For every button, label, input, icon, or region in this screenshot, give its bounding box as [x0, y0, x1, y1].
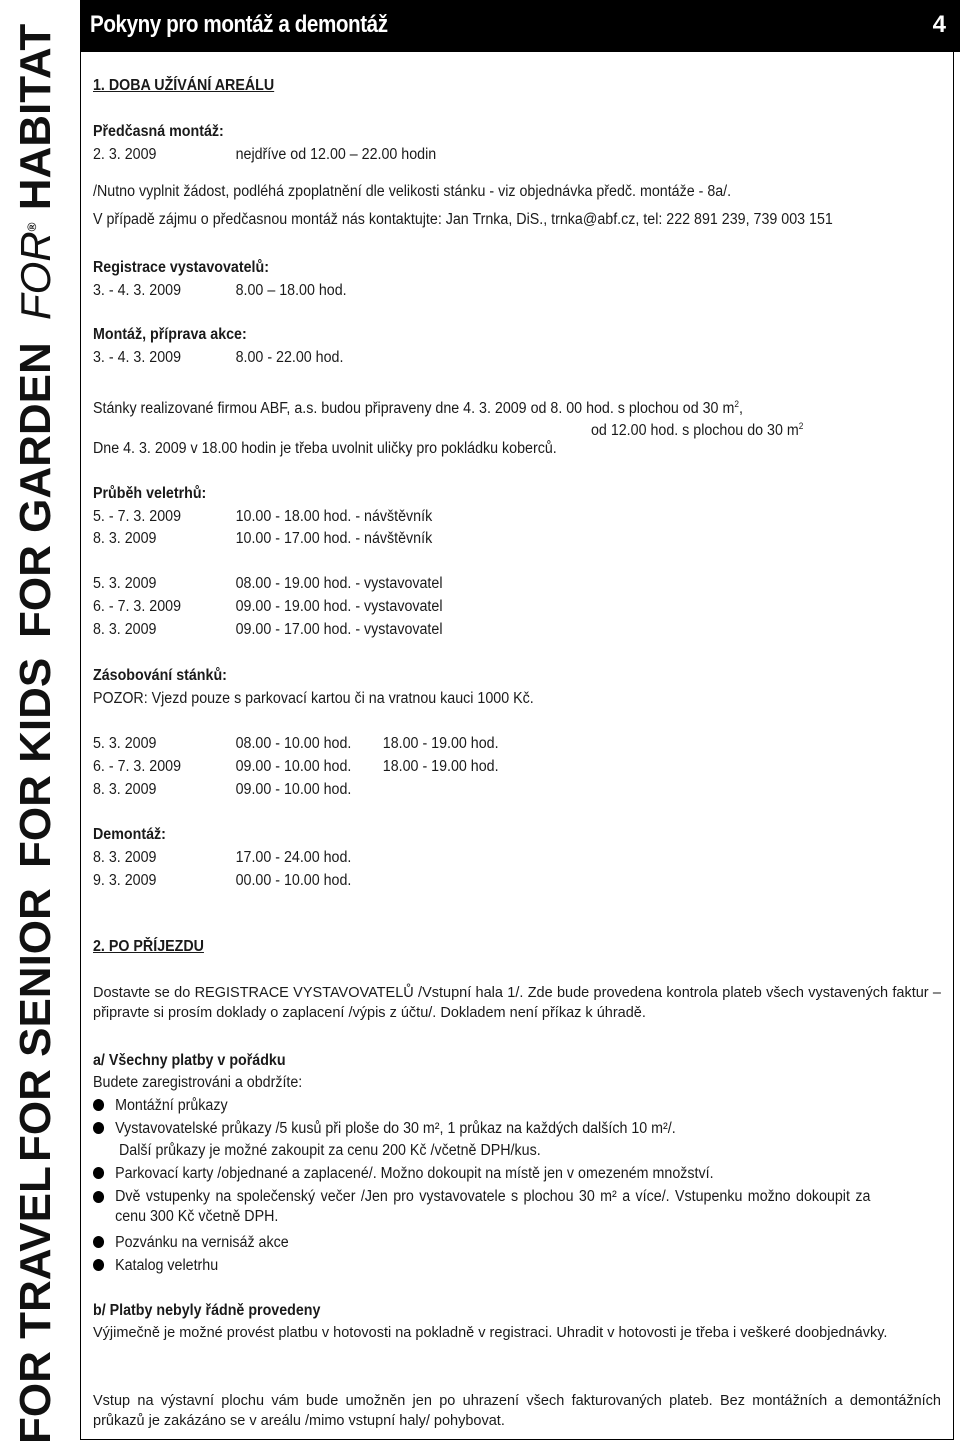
supply-time-2: 18.00 - 19.00 hod.	[382, 735, 499, 752]
brand-for-garden: FOR GARDEN	[11, 342, 60, 638]
fair-time: 08.00 - 19.00 hod. - vystavovatel	[235, 575, 443, 592]
list-item	[93, 1096, 228, 1116]
disassembly-date: 8. 3. 2009	[93, 849, 157, 866]
brand-habitat: HABITAT	[11, 23, 60, 211]
disassembly-time: 00.00 - 10.00 hod.	[235, 872, 352, 889]
bullet-icon	[93, 1099, 104, 1111]
supply-date: 6. - 7. 3. 2009	[93, 758, 182, 775]
supply-date: 5. 3. 2009	[93, 735, 157, 752]
list-item	[93, 1119, 676, 1139]
list-item-text: Vystavovatelské průkazy /5 kusů při ploše do 30 m², 1 průkaz na každých dalších 10 m²/.	[115, 1120, 676, 1137]
stands-line-3: Dne 4. 3. 2009 v 18.00 hodin je třeba uvolnit uličky pro pokládku koberců.	[93, 440, 557, 457]
for-logo: FOR	[12, 231, 59, 320]
stands-comma: ,	[738, 400, 743, 418]
assembly-row	[93, 348, 571, 368]
supply-date: 8. 3. 2009	[93, 781, 157, 798]
final-note: Vstup na výstavní plochu vám bude umožněn jen po uhrazení všech fakturovaných plateb. Bez montážních a demontážních průkazů je zakázáno se v areálu /mimo vstupní haly/ pohybovat.	[93, 1393, 941, 1429]
page-header	[80, 0, 960, 52]
list-item-text: Parkovací karty /objednané a zaplacené/. Možno dokoupit na místě jen v omezeném množství.	[115, 1165, 714, 1182]
disassembly-date: 9. 3. 2009	[93, 872, 157, 889]
list-item-text: Montážní průkazy	[115, 1097, 228, 1114]
stands-text-1: Stánky realizované firmou ABF, a.s. budou připraveny dne 4. 3. 2009 od 8. 00 hod. s plochou od 30 m	[93, 400, 735, 418]
bullet-icon	[93, 1259, 104, 1271]
disassembly-title: Demontáž:	[93, 826, 166, 843]
bullet-icon	[93, 1191, 104, 1203]
registration-title: Registrace vystavovatelů:	[93, 259, 269, 276]
fair-row	[93, 620, 571, 640]
fair-date: 5. - 7. 3. 2009	[93, 508, 182, 525]
list-item-text: Dvě vstupenky na společenský večer /Jen pro vystavovatele s plochou 30 m² a více/. Vstupenku možno dokoupit za cenu 300 Kč včetně DPH.	[115, 1188, 871, 1225]
supply-title: Zásobování stánků:	[93, 667, 227, 684]
supply-row	[93, 780, 608, 800]
fair-row	[93, 507, 571, 527]
supply-time-2: 18.00 - 19.00 hod.	[382, 758, 499, 775]
list-item-text: Katalog veletrhu	[115, 1257, 219, 1274]
payments-ok-intro: Budete zaregistrováni a obdržíte:	[93, 1074, 303, 1091]
registered-mark: ®	[25, 222, 39, 232]
list-item	[93, 1187, 870, 1227]
early-date: 2. 3. 2009	[93, 146, 157, 163]
assembly-date: 3. - 4. 3. 2009	[93, 349, 182, 366]
stands-text-2: od 12.00 hod. s plochou do 30 m	[591, 422, 799, 440]
list-item-text: Pozvánku na vernisáž akce	[115, 1234, 289, 1251]
early-assembly-title: Předčasná montáž:	[93, 123, 224, 140]
registration-date: 3. - 4. 3. 2009	[93, 282, 182, 299]
payments-ok-title: a/ Všechny platby v pořádku	[93, 1052, 286, 1069]
supply-time-1: 08.00 - 10.00 hod.	[235, 735, 352, 752]
brand-for-kids: FOR KIDS	[11, 657, 60, 868]
supply-note: POZOR: Vjezd pouze s parkovací kartou či na vratnou kauci 1000 Kč.	[93, 690, 534, 707]
fair-date: 8. 3. 2009	[93, 530, 157, 547]
fair-time: 09.00 - 19.00 hod. - vystavovatel	[235, 598, 443, 615]
supply-row	[93, 734, 608, 754]
arrival-intro: Dostavte se do REGISTRACE VYSTAVOVATELŮ /Vstupní hala 1/. Zde bude provedena kontrola plateb všech vystavených faktur – připravte si prosím doklady o zaplacení /výpis z účtu/. Dokladem není příkaz k úhradě.	[93, 985, 941, 1021]
stands-sup-2: 2	[798, 421, 804, 431]
brand-for-travel: FOR TRAVEL	[11, 1166, 60, 1444]
fair-time: 10.00 - 18.00 hod. - návštěvník	[235, 508, 433, 525]
stands-line-2	[591, 416, 803, 441]
brand-for-habitat	[11, 23, 60, 320]
page-title: Pokyny pro montáž a demontáž	[90, 11, 388, 38]
disassembly-row	[93, 848, 571, 868]
early-assembly-row	[93, 145, 571, 165]
section-2-heading: 2. PO PŘÍJEZDU	[93, 938, 204, 955]
bullet-icon	[93, 1236, 104, 1248]
fair-title: Průběh veletrhů:	[93, 485, 207, 502]
bullet-icon	[93, 1167, 104, 1179]
assembly-time: 8.00 - 22.00 hod.	[235, 349, 344, 366]
early-time: nejdříve od 12.00 – 22.00 hodin	[235, 146, 437, 163]
payments-failed-text: Výjimečně je možné provést platbu v hotovosti na pokladně v registraci. Uhradit v hotovosti je třeba i veškeré doobjednávky.	[93, 1325, 888, 1341]
fair-row	[93, 529, 571, 549]
brand-for-senior: FOR SENIOR	[11, 888, 60, 1162]
supply-row	[93, 757, 608, 777]
fair-date: 8. 3. 2009	[93, 621, 157, 638]
registration-row	[93, 281, 571, 301]
fair-time: 09.00 - 17.00 hod. - vystavovatel	[235, 621, 443, 638]
early-note-1: /Nutno vyplnit žádost, podléhá zpoplatnění dle velikosti stánku - viz objednávka předč. montáže - 8a/.	[93, 183, 732, 200]
fair-row	[93, 574, 571, 594]
list-item-continuation: Další průkazy je možné zakoupit za cenu 200 Kč /včetně DPH/kus.	[119, 1142, 541, 1159]
supply-time-1: 09.00 - 10.00 hod.	[235, 758, 352, 775]
disassembly-row	[93, 871, 571, 891]
assembly-title: Montáž, příprava akce:	[93, 326, 247, 343]
fair-date: 6. - 7. 3. 2009	[93, 598, 182, 615]
supply-time-1: 09.00 - 10.00 hod.	[235, 781, 352, 798]
section-1-heading: 1. DOBA UŽÍVÁNÍ AREÁLU	[93, 77, 275, 94]
content-frame	[80, 52, 954, 1440]
bullet-icon	[93, 1122, 104, 1134]
list-item	[93, 1233, 289, 1253]
disassembly-time: 17.00 - 24.00 hod.	[235, 849, 352, 866]
registration-time: 8.00 – 18.00 hod.	[235, 282, 347, 299]
sidebar-brands	[0, 23, 80, 1447]
payments-failed-title: b/ Platby nebyly řádně provedeny	[93, 1302, 321, 1319]
early-note-2: V případě zájmu o předčasnou montáž nás kontaktujte: Jan Trnka, DiS., trnka@abf.cz, tel: 222 891 239, 739 003 151	[93, 211, 833, 228]
list-item	[93, 1256, 218, 1276]
fair-date: 5. 3. 2009	[93, 575, 157, 592]
stands-sup-1: 2	[734, 399, 739, 409]
fair-row	[93, 597, 571, 617]
fair-time: 10.00 - 17.00 hod. - návštěvník	[235, 530, 433, 547]
page-number: 4	[932, 11, 946, 38]
list-item	[93, 1164, 714, 1184]
